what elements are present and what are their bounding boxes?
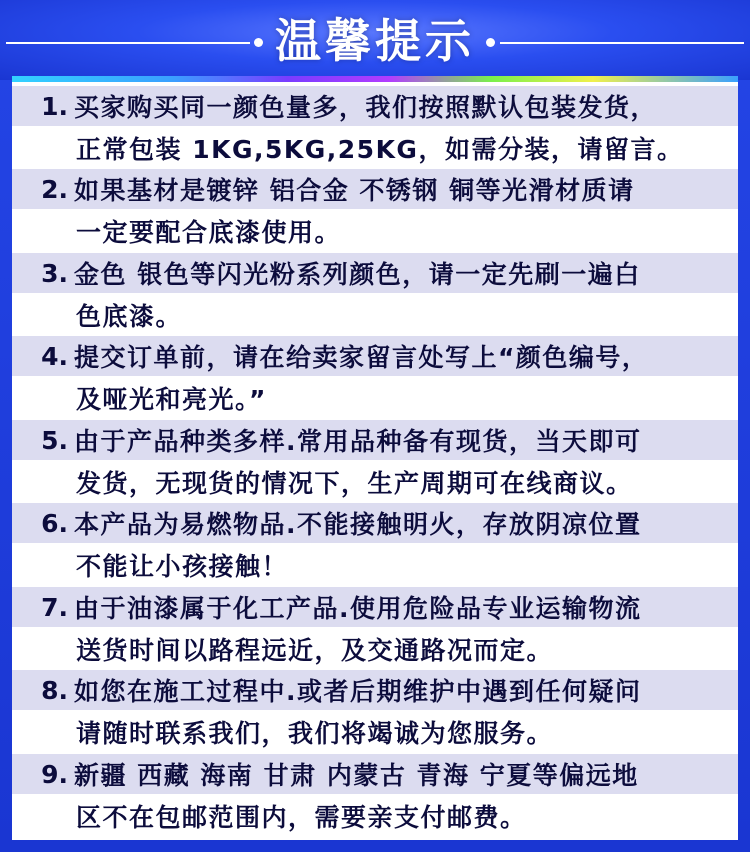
notice-text: 发货，无现货的情况下，生产周期可在线商议。 — [76, 469, 633, 498]
notice-number: 8. — [41, 675, 68, 705]
notice-text: 一定要配合底漆使用。 — [76, 218, 342, 247]
notice-number: 7. — [41, 592, 68, 622]
notice-number: 6. — [41, 508, 68, 538]
notice-row — [12, 587, 738, 627]
notice-number: 5. — [41, 425, 68, 455]
notice-text: 不能让小孩接触！ — [76, 552, 289, 581]
notice-text: 请随时联系我们，我们将竭诚为您服务。 — [76, 719, 554, 748]
notice-text: 金色 银色等闪光粉系列颜色，请一定先刷一遍白 — [74, 260, 641, 289]
page-title: 温馨提示 — [275, 14, 475, 68]
header-line-left — [6, 42, 250, 44]
notice-row — [12, 378, 738, 418]
notice-row — [12, 295, 738, 335]
notice-text: 由于油漆属于化工产品.使用危险品专业运输物流 — [74, 594, 642, 623]
notice-row — [12, 86, 738, 126]
header-dot-left — [254, 38, 263, 47]
notice-row — [12, 670, 738, 710]
notice-row — [12, 211, 738, 251]
notice-row — [12, 336, 738, 376]
notice-number: 9. — [41, 759, 68, 789]
notice-row — [12, 754, 738, 794]
notice-row — [12, 169, 738, 209]
notice-row — [12, 503, 738, 543]
notice-text: 区不在包邮范围内，需要亲支付邮费。 — [76, 803, 527, 832]
header-banner — [0, 0, 750, 80]
notice-text: 正常包装 1KG,5KG,25KG，如需分装，请留言。 — [76, 135, 684, 164]
notice-row — [12, 462, 738, 502]
notice-text: 买家购买同一颜色量多，我们按照默认包装发货， — [74, 93, 658, 122]
notice-text: 如果基材是镀锌 铝合金 不锈钢 铜等光滑材质请 — [74, 176, 635, 205]
notice-text: 及哑光和亮光。” — [76, 385, 267, 414]
notice-row — [12, 629, 738, 669]
notice-text: 由于产品种类多样.常用品种备有现货，当天即可 — [74, 427, 642, 456]
notice-row — [12, 420, 738, 460]
notice-text: 色底漆。 — [76, 302, 183, 331]
notice-row — [12, 712, 738, 752]
notice-text: 送货时间以路程远近，及交通路况而定。 — [76, 636, 554, 665]
notice-row — [12, 128, 738, 168]
header-line-right — [500, 42, 744, 44]
notice-number: 3. — [41, 258, 68, 288]
notice-number: 2. — [41, 174, 68, 204]
notice-text: 本产品为易燃物品.不能接触明火，存放阴凉位置 — [74, 510, 642, 539]
header-dot-right — [486, 38, 495, 47]
notice-text: 如您在施工过程中.或者后期维护中遇到任何疑问 — [74, 677, 642, 706]
notice-row — [12, 545, 738, 585]
notice-row — [12, 796, 738, 836]
notice-number: 1. — [41, 91, 68, 121]
notice-row — [12, 253, 738, 293]
notice-text: 新疆 西藏 海南 甘肃 内蒙古 青海 宁夏等偏远地 — [74, 761, 639, 790]
notice-text: 提交订单前，请在给卖家留言处写上“颜色编号， — [74, 343, 649, 372]
notice-number: 4. — [41, 341, 68, 371]
